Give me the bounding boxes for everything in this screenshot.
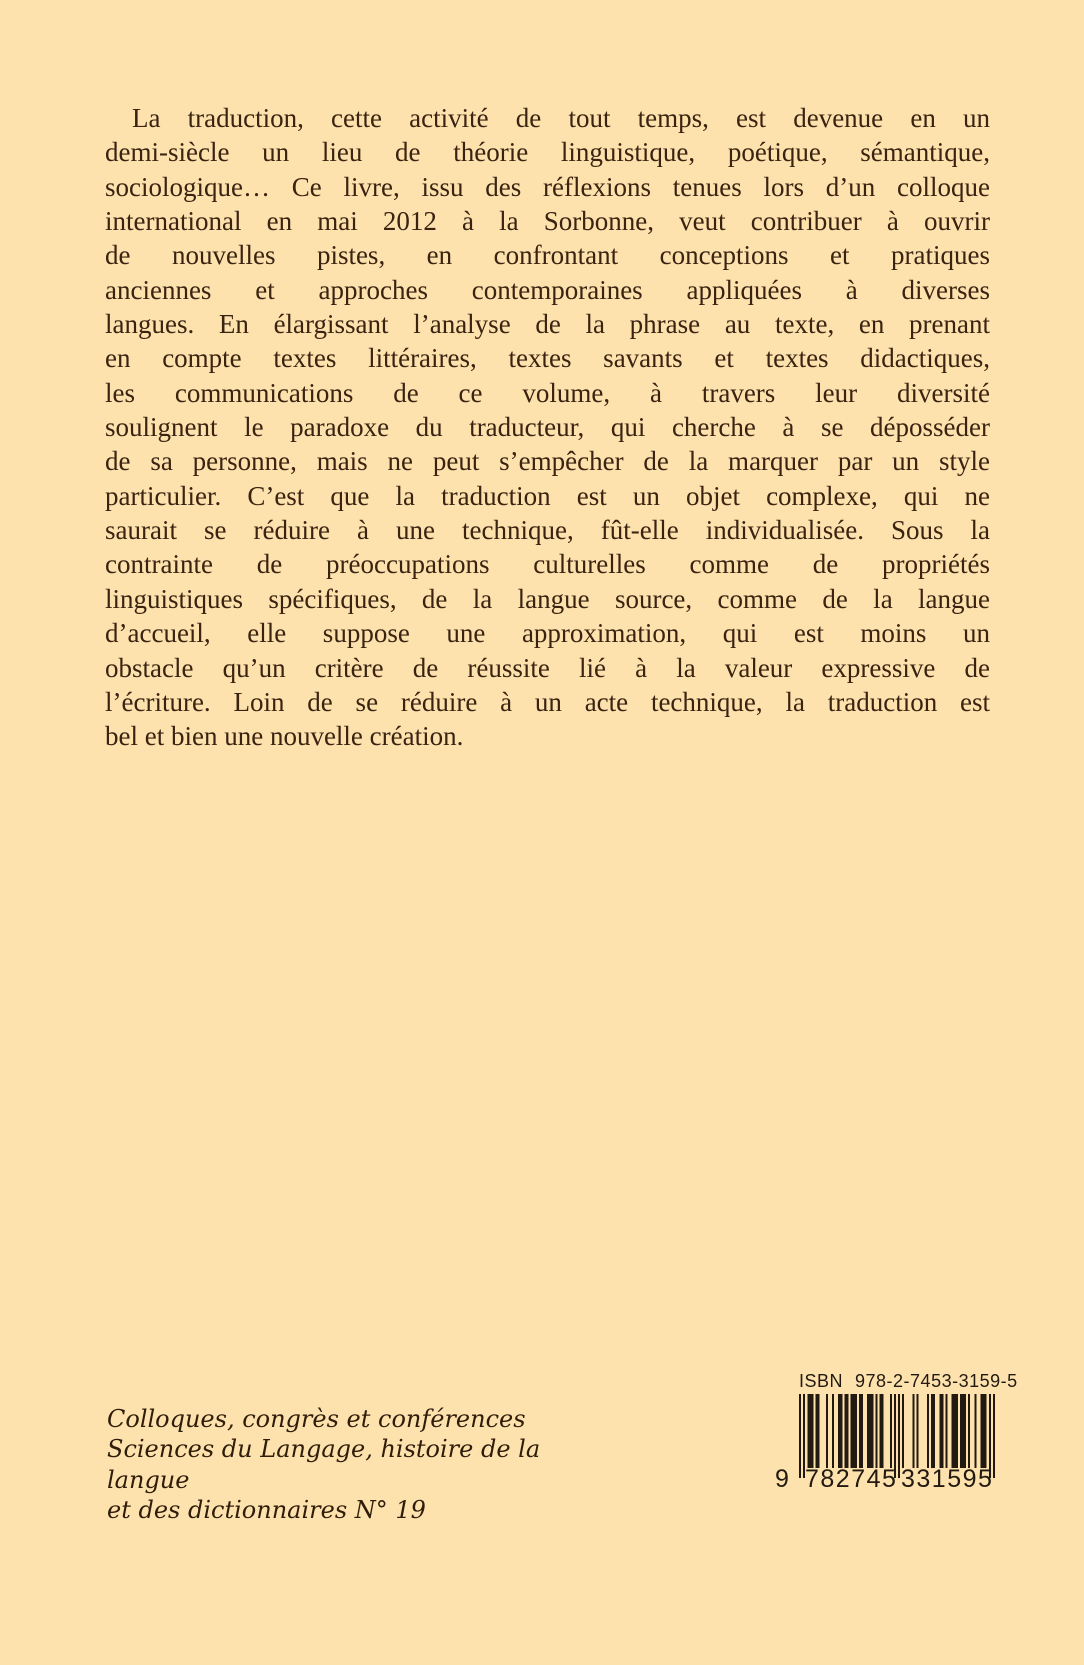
collection-number-line: et des dictionnaires N° 19: [107, 1495, 426, 1524]
paragraph-line: particulier. C’est que la traduction est un objet complexe, qui ne: [105, 480, 990, 511]
barcode-digits-left: 782745: [805, 1465, 898, 1493]
collection-series-line: Colloques, congrès et conférences: [107, 1405, 526, 1433]
paragraph-line: demi-siècle un lieu de théorie linguistique, poétique, sémantique,: [105, 137, 990, 168]
paragraph-line: obstacle qu’un critère de réussite lié à la valeur expressive de: [105, 652, 990, 683]
paragraph-line: bel et bien une nouvelle création.: [105, 721, 464, 752]
paragraph-line: soulignent le paradoxe du traducteur, qui cherche à se déposséder: [105, 412, 990, 443]
paragraph-line: linguistiques spécifiques, de la langue source, comme de la langue: [105, 583, 990, 614]
paragraph-line: sociologique… Ce livre, issu des réflexions tenues lors d’un colloque: [105, 171, 990, 202]
collection-title-line: Sciences du Langage, histoire de la langue: [107, 1435, 541, 1494]
isbn-number: 978-2-7453-3159-5: [855, 1371, 1018, 1391]
paragraph-line: les communications de ce volume, à travers leur diversité: [105, 377, 990, 408]
paragraph-line: d’accueil, elle suppose une approximation, qui est moins un: [105, 618, 990, 649]
paragraph-line: de nouvelles pistes, en confrontant conceptions et pratiques: [105, 240, 990, 271]
paragraph-line: saurait se réduire à une technique, fût-elle individualisée. Sous la: [105, 515, 990, 546]
back-cover-text: [105, 101, 990, 754]
paragraph-line: langues. En élargissant l’analyse de la phrase au texte, en prenant: [105, 309, 990, 340]
barcode-digit-prefix: 9: [775, 1465, 789, 1493]
paragraph-line: contrainte de préoccupations culturelles comme de propriétés: [105, 549, 990, 580]
isbn-label: [799, 1371, 1018, 1392]
paragraph-line: international en mai 2012 à la Sorbonne, veut contribuer à ouvrir: [105, 206, 990, 237]
barcode-digits-right: 331595: [901, 1465, 994, 1493]
barcode-digits: [775, 1465, 997, 1493]
paragraph-line: l’écriture. Loin de se réduire à un acte technique, la traduction est: [105, 686, 990, 717]
collection-info: [107, 1404, 587, 1525]
paragraph-line: anciennes et approches contemporaines appliquées à diverses: [105, 274, 990, 305]
paragraph-line: de sa personne, mais ne peut s’empêcher de la marquer par un style: [105, 446, 990, 477]
paragraph-line: La traduction, cette activité de tout temps, est devenue en un: [132, 103, 990, 133]
isbn-label-prefix: ISBN: [799, 1371, 844, 1391]
isbn-area: [775, 1371, 1018, 1496]
paragraph-line: en compte textes littéraires, textes savants et textes didactiques,: [105, 343, 990, 374]
